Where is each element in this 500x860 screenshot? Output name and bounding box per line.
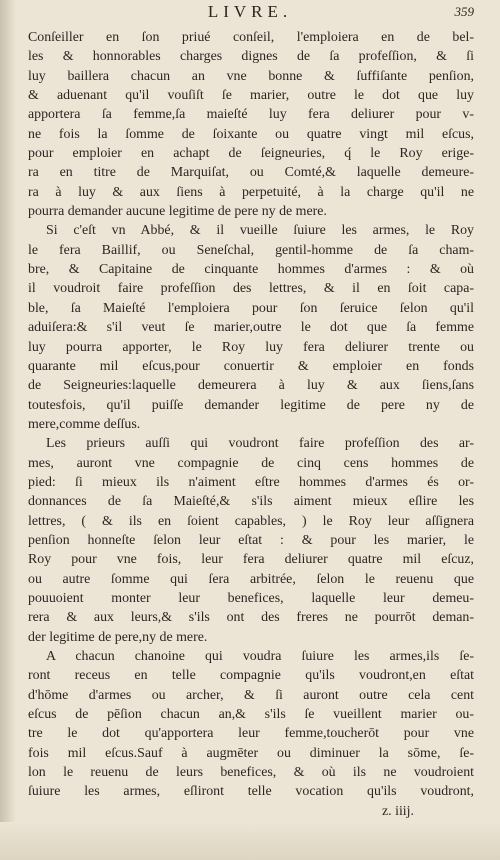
running-head — [0, 2, 500, 24]
text-line: eſcus de pēſion chacun an,& s'ils ſe vueillent marier ou- — [28, 707, 474, 723]
text-line: bre, & Capitaine de cinquante hommes d'armes : & où — [28, 262, 474, 278]
text-line: der legitime de pere,ny de mere. — [28, 629, 208, 645]
text-line: quarante mil eſcus,pour conuertir & emploier en fonds — [28, 358, 474, 374]
text-line: le fera Baillif, ou Seneſchal, gentil-homme de ſa cham- — [28, 242, 474, 258]
text-line: pied: ſi mieux ils n'aiment eſtre hommes d'armes és or- — [28, 474, 474, 490]
text-line: ra en titre de Marquiſat, ou Comté,& laquelle demeure- — [28, 165, 474, 181]
body-text — [28, 28, 474, 821]
text-line: les & honnorables charges dignes de ſa profeſſion, & ſi — [28, 49, 474, 65]
paragraph — [28, 221, 474, 434]
text-line: apportera ſa femme,ſa maieſté luy fera deliurer pour v- — [28, 107, 474, 123]
text-line: ou autre ſomme qui ſera arbitrée, ſelon le reuenu que — [28, 571, 474, 587]
paragraph — [28, 28, 474, 221]
text-line: aduiſera:& s'il veut ſe marier,outre le dot que ſa femme — [28, 320, 474, 336]
text-line: & aduenant qu'il vouſiſt ſe marier, outre le dot que luy — [28, 88, 474, 104]
text-line: Les prieurs auſſi qui voudront faire profeſſion des ar- — [46, 436, 474, 452]
text-line: lettres, ( & ils en ſoient capables, ) le Roy leur aſſignera — [28, 513, 474, 529]
text-line: ront receus en telle compagnie qu'ils voudront,en eſtat — [28, 668, 474, 684]
text-line: pourra demander aucune legitime de pere ny de mere. — [28, 204, 327, 220]
text-line: tre le dot qu'apportera leur femme,toucherōt pour vne — [28, 726, 474, 742]
text-line: fois mil eſcus.Sauf à augmēter ou diminuer la sōme, ſe- — [28, 745, 474, 761]
running-title: LIVRE. — [207, 2, 293, 21]
text-line: il voudroit faire profeſſion des lettres, & il en ſoit capa- — [28, 281, 474, 297]
text-line: ble, ſa Maieſté l'emploiera pour ſon ſeruice ſelon qu'il — [28, 300, 474, 316]
text-line: luy baillera chacun an vne bonne & ſuffiſante penſion, — [28, 68, 474, 84]
signature-mark: z. iiij. — [381, 803, 414, 819]
spine-shadow — [0, 0, 16, 860]
text-line: ſuiure les armes, eſliront telle vocation qu'ils voudront, — [28, 784, 474, 800]
page-bottom-margin — [0, 822, 500, 860]
paragraph — [28, 434, 474, 647]
paragraph — [28, 647, 474, 802]
text-line: mere,comme deſſus. — [28, 416, 141, 432]
text-line: lon le reuenu de leurs benefices, & où ils ne voudroient — [28, 765, 474, 781]
text-line: ra à luy & aux ſiens à perpetuité, à la charge qu'il ne — [28, 184, 474, 200]
text-line: de Seigneuries:laquelle demeurera à luy & aux ſiens,ſans — [28, 378, 474, 394]
text-line: ne fois la ſomme de ſoixante ou quatre vingt mil eſcus, — [28, 126, 474, 142]
text-line: toutesfois, qu'il puiſſe demander legitime de pere ny de — [28, 397, 474, 413]
page-number: 359 — [454, 4, 474, 19]
text-line: d'hōme d'armes ou archer, & ſi auront outre cela cent — [28, 687, 474, 703]
text-line: Si c'eſt vn Abbé, & il vueille ſuiure les armes, le Roy — [46, 223, 474, 239]
text-line: luy pourra apporter, le Roy luy fera deliurer trente ou — [28, 339, 474, 355]
text-line: Conſeiller en ſon priué conſeil, l'emploiera en de bel- — [28, 30, 474, 45]
text-line: donnances de ſa Maieſté,& s'ils aiment mieux eſlire les — [28, 494, 474, 510]
text-line: pour emploier en achapt de ſeigneuries, q́ le Roy erige- — [28, 146, 474, 162]
text-line: rera & aux leurs,& s'ils ont des freres ne pourrōt deman- — [28, 610, 474, 626]
text-line: penſion honneſte ſelon leur eſtat : & pour les marier, le — [28, 532, 474, 548]
text-line: Roy pour vne fois, leur fera deliurer quatre mil eſcuz, — [28, 552, 474, 568]
text-line: A chacun chanoine qui voudra ſuiure les armes,ils ſe- — [46, 649, 474, 664]
text-line: pouuoient monter leur benefices, laquelle leur demeu- — [28, 590, 474, 606]
text-line: mes, auront vne compagnie de cinq cens hommes de — [28, 455, 474, 471]
